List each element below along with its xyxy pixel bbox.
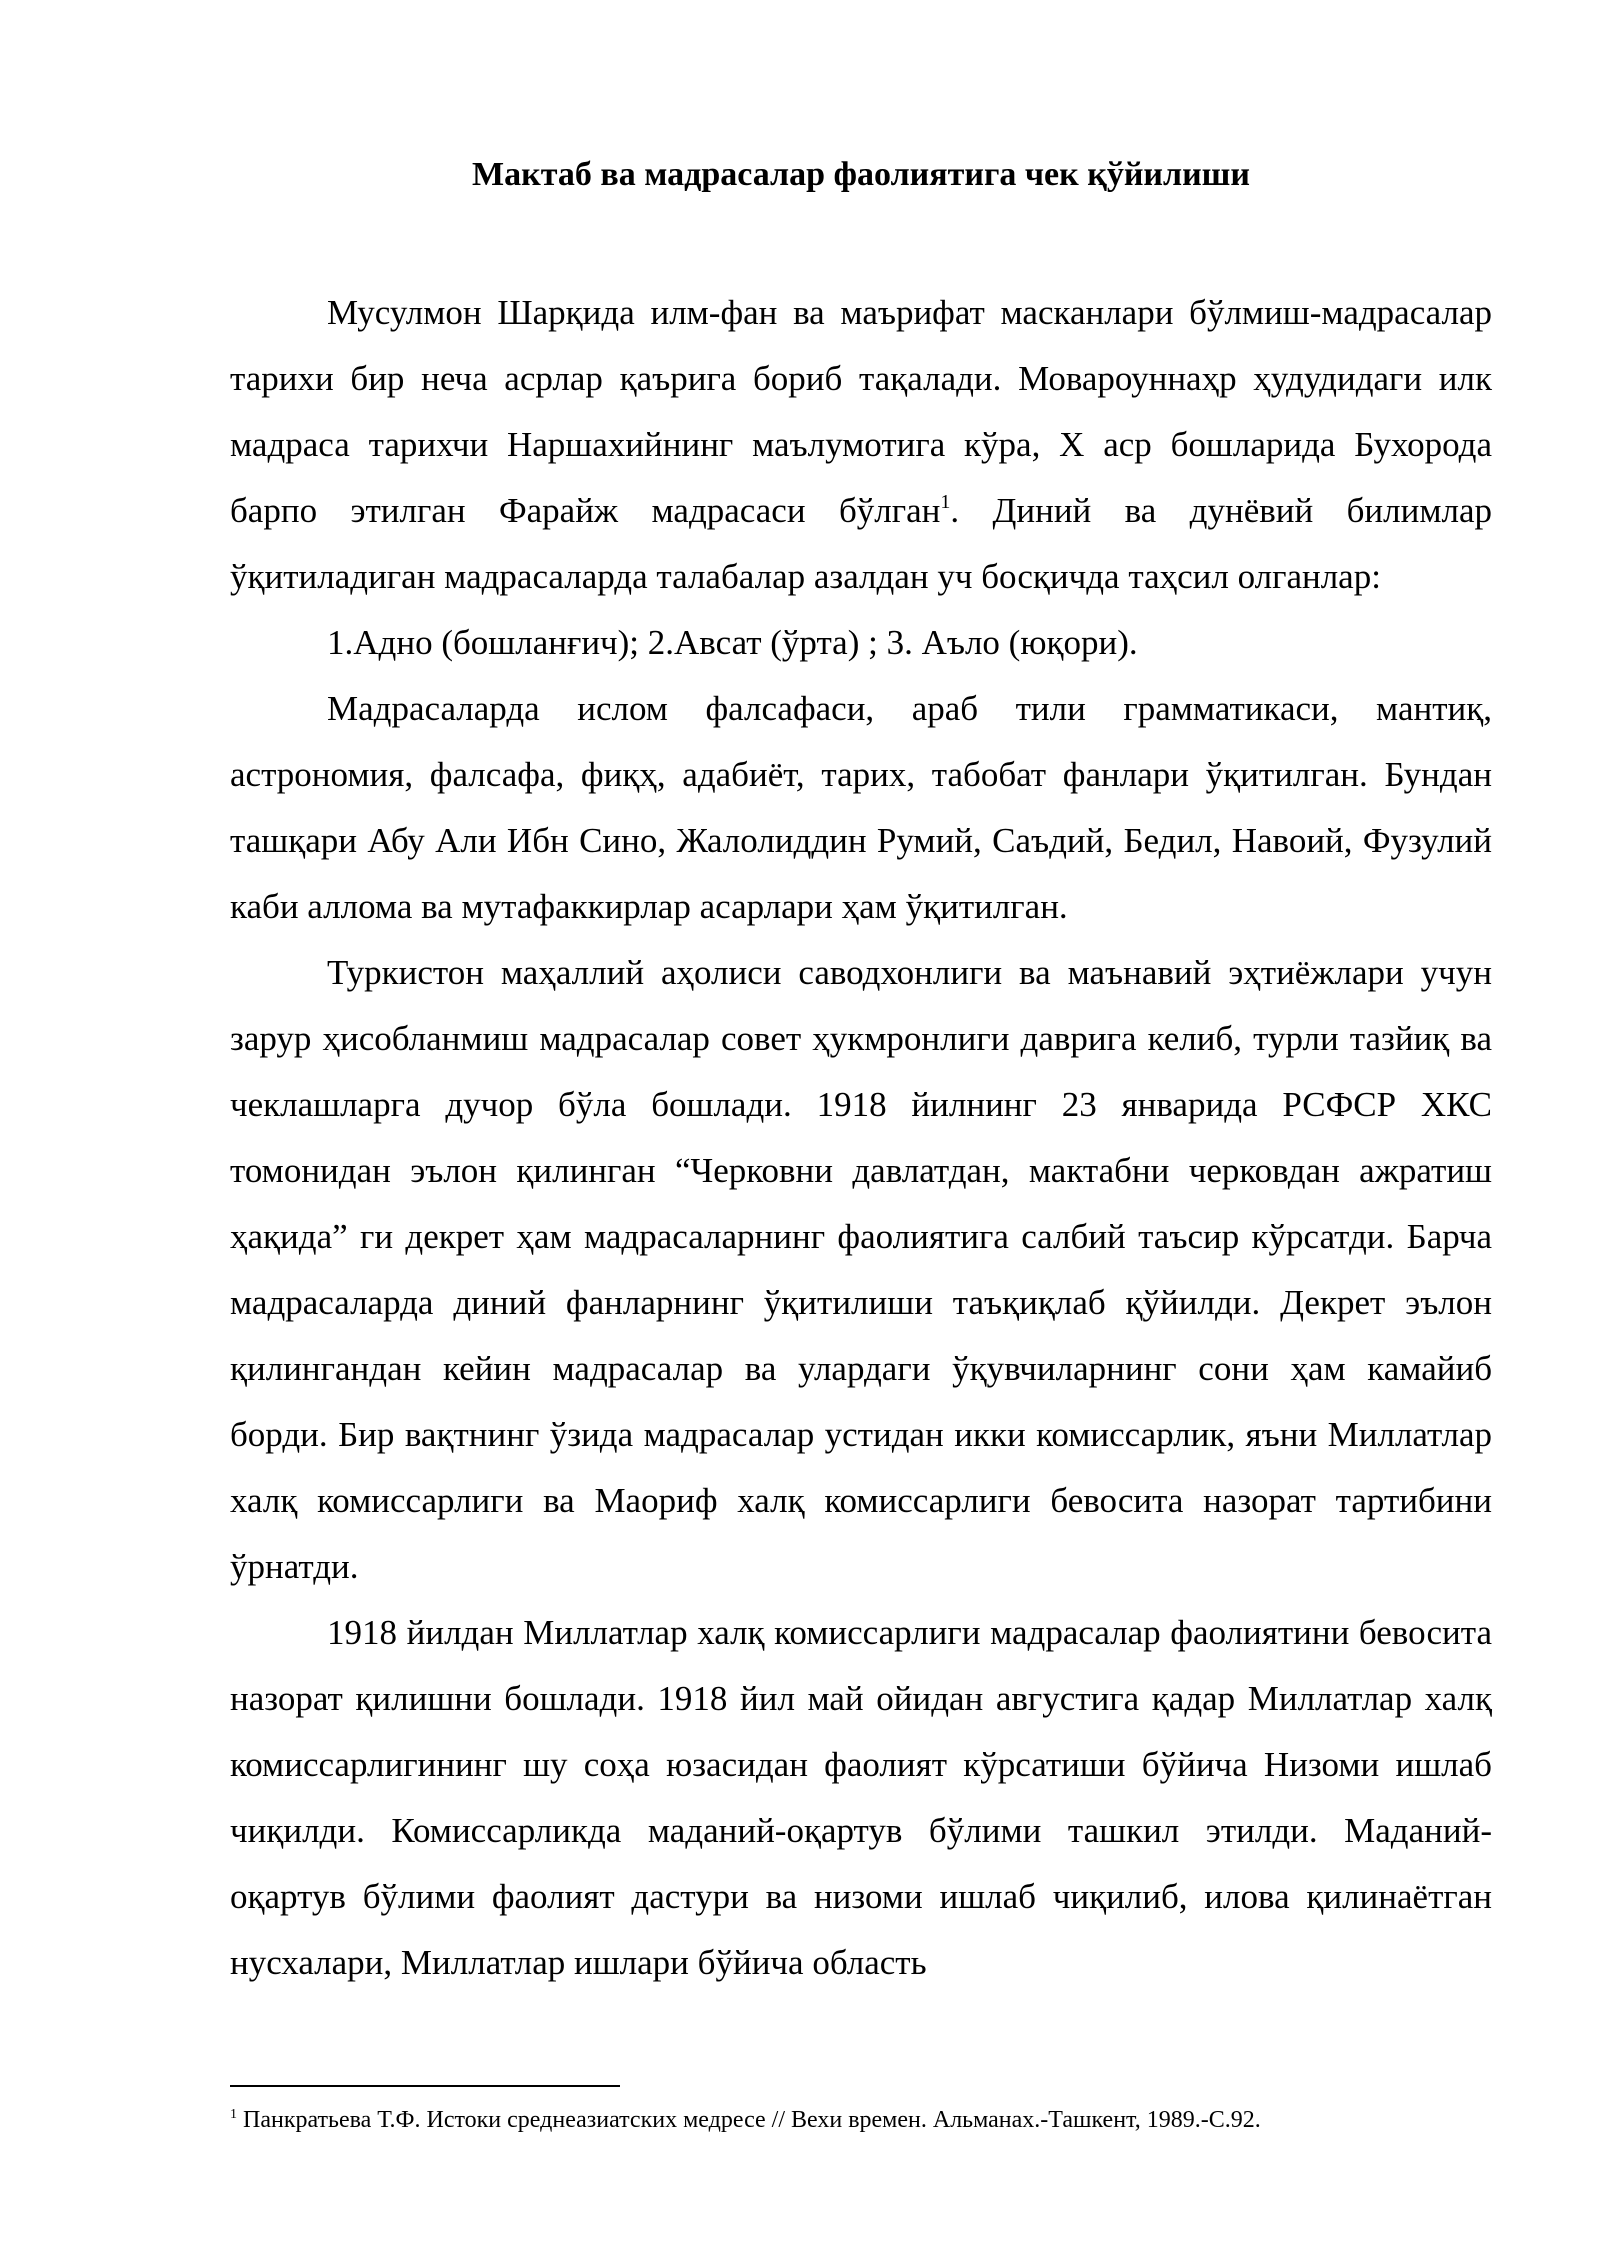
footnote-separator <box>230 2085 620 2087</box>
footnote-text: Панкратьева Т.Ф. Истоки среднеазиатских медресе // Вехи времен. Альманах.-Ташкент, 1989.-С.92. <box>237 2107 1261 2133</box>
paragraph-text: . Диний ва дунёвий билимлар ўқитиладиган мадрасаларда талабалар азалдан уч босқичда таҳсил олганлар: <box>230 491 1492 596</box>
footnote-marker: 1 <box>230 2107 237 2122</box>
page-title: Мактаб ва мадрасалар фаолиятига чек қўйилиши <box>472 156 1250 193</box>
paragraph: Туркистон маҳаллий аҳолиси саводхонлиги ва маънавий эҳтиёжлари учун зарур ҳисобланмиш мадрасалар совет ҳукмронлиги даврига келиб, турли тазйиқ ва чеклашларга дучор бўла бошлади. 1918 йилнинг 23 январида РСФСР ХКС томонидан эълон қилинган “Черковни давлатдан, мактабни черковдан ажратиш ҳақида” ги декрет ҳам мадрасаларнинг фаолиятига салбий таъсир кўрсатди. Барча мадрасаларда диний фанларнинг ўқитилиши таъқиқлаб қўйилди. Декрет эълон қилингандан кейин мадрасалар ва улардаги ўқувчиларнинг сони ҳам камайиб борди. Бир вақтнинг ўзида мадрасалар устидан икки комиссарлик, яъни Миллатлар халқ комиссарлиги ва Маориф халқ комиссарлиги бевосита назорат тартибини ўрнатди. <box>230 953 1492 1586</box>
body-text <box>230 280 1492 1996</box>
footnote-reference[interactable]: 1 <box>940 491 951 513</box>
paragraph-text: Мусулмон Шарқида илм-фан ва маърифат масканлари бўлмиш-мадрасалар тарихи бир неча асрлар қаърига бориб тақалади. Мовароуннаҳр ҳудудидаги илк мадраса тарихчи Наршахийнинг маълумотига кўра, X аср бошларида Бухорода барпо этилган Фарайж мадрасаси бўлган <box>230 293 1492 530</box>
footnote <box>230 2103 1492 2137</box>
paragraph: 1918 йилдан Миллатлар халқ комиссарлиги мадрасалар фаолиятини бевосита назорат қилишни бошлади. 1918 йил май ойидан августига қадар Миллатлар халқ комиссарлигининг шу соҳа юзасидан фаолият кўрсатиши бўйича Низоми ишлаб чиқилди. Комиссарликда маданий-оқартув бўлими ташкил этилди. Маданий-оқартув бўлими фаолият дастури ва низоми ишлаб чиқилиб, илова қилинаётган нусхалари, Миллатлар ишлари бўйича область <box>230 1613 1492 1982</box>
paragraph: Мадрасаларда ислом фалсафаси, араб тили грамматикаси, мантиқ, астрономия, фалсафа, фиқҳ, адабиёт, тарих, табобат фанлари ўқитилган. Бундан ташқари Абу Али Ибн Сино, Жалолиддин Румий, Саъдий, Бедил, Навоий, Фузулий каби аллома ва мутафаккирлар асарлари ҳам ўқитилган. <box>230 689 1492 926</box>
paragraph: 1.Адно (бошланғич); 2.Авсат (ўрта) ; 3. Аъло (юқори). <box>327 623 1138 662</box>
paragraph <box>230 280 1492 610</box>
